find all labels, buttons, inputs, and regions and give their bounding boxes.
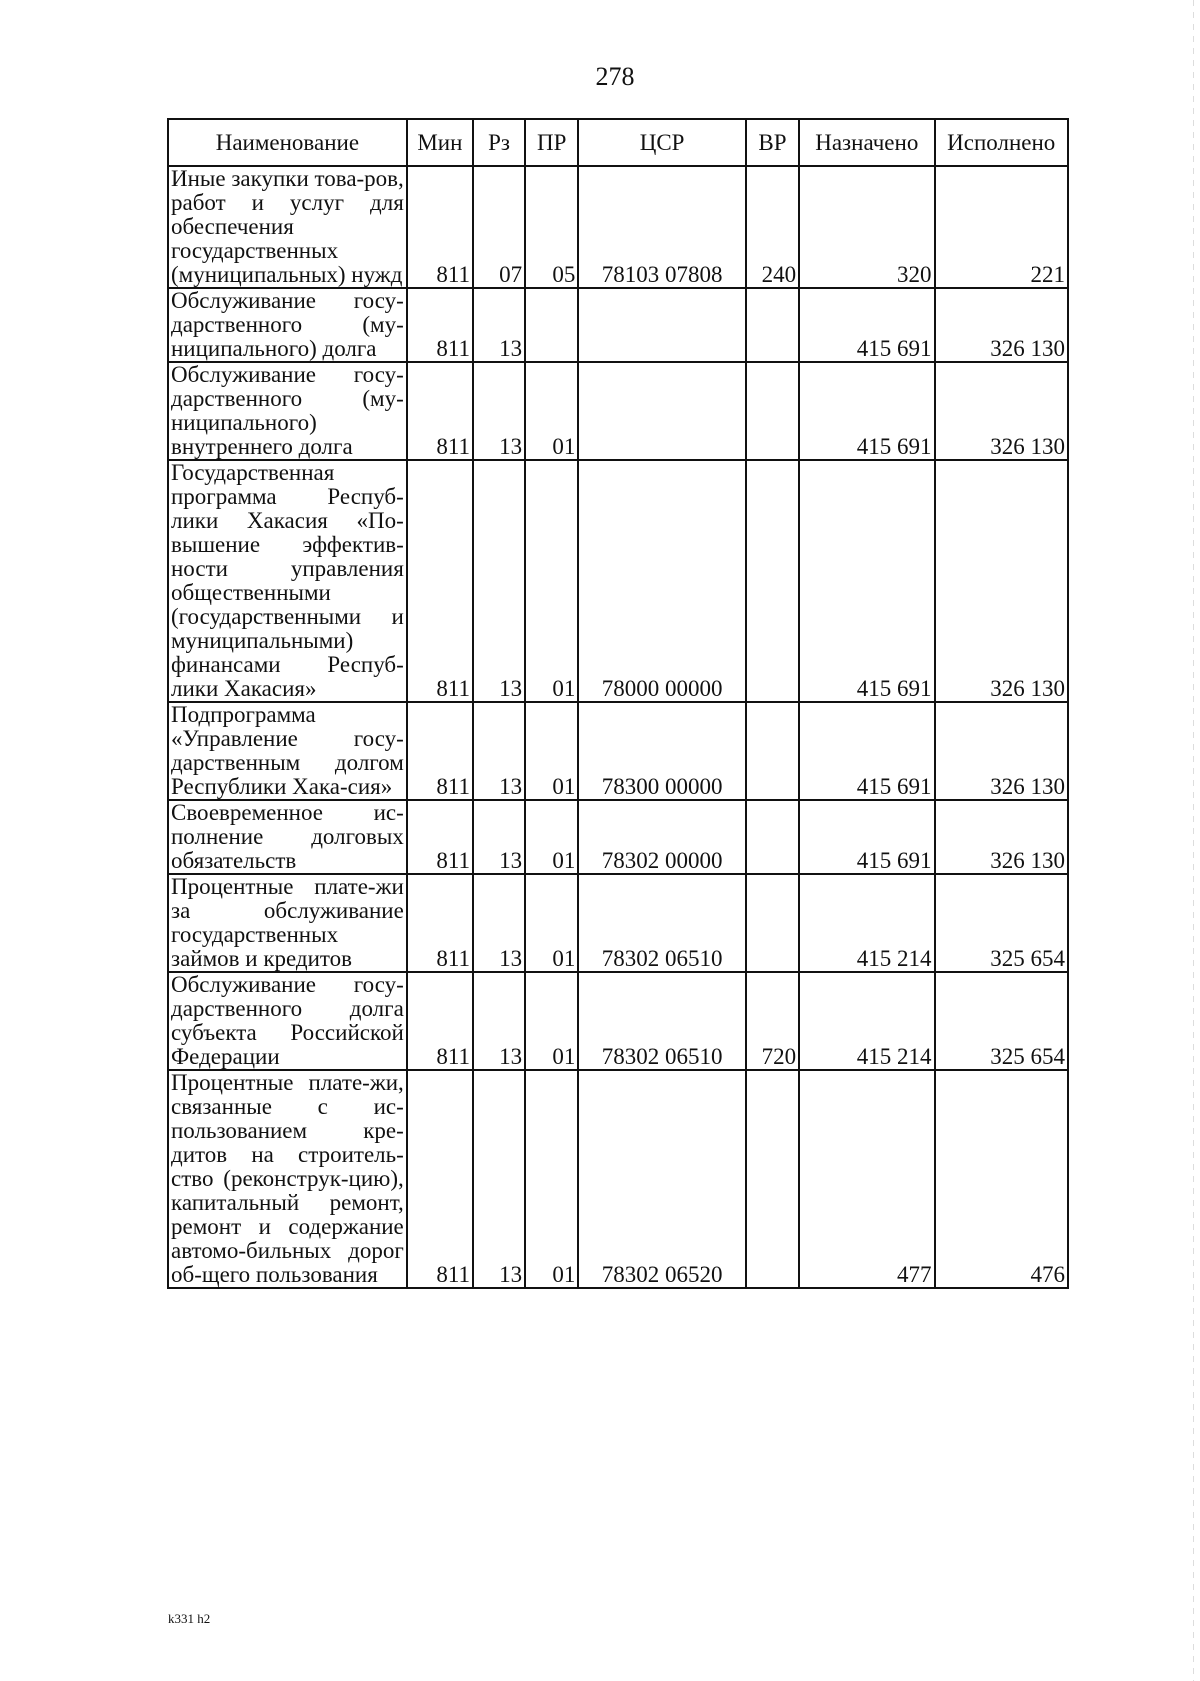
row-vr [746,288,799,362]
row-pr: 01 [525,702,578,800]
row-executed: 326 130 [935,800,1069,874]
header-executed: Исполнено [935,119,1069,166]
row-assigned: 477 [799,1070,934,1288]
row-min: 811 [407,362,473,460]
row-min: 811 [407,460,473,702]
row-name: Обслуживание госу-дарственного (му-ниципального) внутреннего долга [168,362,407,460]
table-row [168,288,1068,362]
header-min: Мин [407,119,473,166]
row-assigned: 415 214 [799,972,934,1070]
table-row [168,702,1068,800]
row-min: 811 [407,166,473,288]
row-csr: 78302 06510 [578,972,746,1070]
row-pr: 01 [525,1070,578,1288]
table-row [168,166,1068,288]
header-assigned: Назначено [799,119,934,166]
row-executed: 326 130 [935,288,1069,362]
row-executed: 326 130 [935,460,1069,702]
row-min: 811 [407,288,473,362]
scan-edge [1193,0,1194,1681]
row-name: Подпрограмма «Управление госу-дарственным долгом Республики Хака-сия» [168,702,407,800]
row-min: 811 [407,800,473,874]
row-pr [525,288,578,362]
row-name: Процентные плате-жи, связанные с ис-пользованием кре-дитов на строитель-ство (реконструк-цию), капитальный ремонт, ремонт и содержание автомо-бильных дорог об-щего пользования [168,1070,407,1288]
row-csr [578,362,746,460]
row-name: Своевременное ис-полнение долговых обязательств [168,800,407,874]
row-name: Обслуживание госу-дарственного долга субъекта Российской Федерации [168,972,407,1070]
row-executed: 476 [935,1070,1069,1288]
row-pr: 01 [525,874,578,972]
row-vr [746,702,799,800]
header-vr: ВР [746,119,799,166]
row-name: Обслуживание госу-дарственного (му-ниципального) долга [168,288,407,362]
header-rz: Рз [473,119,525,166]
row-rz: 13 [473,800,525,874]
row-min: 811 [407,874,473,972]
table-row [168,874,1068,972]
row-csr: 78300 00000 [578,702,746,800]
row-rz: 07 [473,166,525,288]
row-csr: 78000 00000 [578,460,746,702]
row-min: 811 [407,972,473,1070]
table-row [168,460,1068,702]
header-pr: ПР [525,119,578,166]
row-csr: 78103 07808 [578,166,746,288]
page-number: 278 [595,62,635,91]
row-vr: 240 [746,166,799,288]
row-assigned: 320 [799,166,934,288]
row-name: Государственная программа Респуб-лики Хакасия «По-вышение эффектив-ности управления общественными (государственными и муниципальными) финансами Респуб-лики Хакасия» [168,460,407,702]
footer-code: k331 h2 [168,1611,211,1626]
row-rz: 13 [473,1070,525,1288]
row-executed: 326 130 [935,702,1069,800]
row-assigned: 415 691 [799,702,934,800]
row-rz: 13 [473,460,525,702]
row-assigned: 415 691 [799,460,934,702]
row-vr [746,460,799,702]
row-vr [746,1070,799,1288]
header-name: Наименование [168,119,407,166]
row-vr [746,362,799,460]
header-csr: ЦСР [578,119,746,166]
table-row [168,972,1068,1070]
table-header-row [168,119,1068,166]
row-rz: 13 [473,288,525,362]
row-assigned: 415 691 [799,800,934,874]
row-rz: 13 [473,702,525,800]
row-assigned: 415 691 [799,288,934,362]
row-pr: 01 [525,460,578,702]
row-pr: 01 [525,800,578,874]
row-csr: 78302 00000 [578,800,746,874]
row-executed: 221 [935,166,1069,288]
row-name: Иные закупки това-ров, работ и услуг для обеспечения государственных (муниципальных) нужд [168,166,407,288]
row-pr: 01 [525,362,578,460]
row-min: 811 [407,1070,473,1288]
row-csr [578,288,746,362]
row-vr [746,800,799,874]
budget-table [167,118,1069,1289]
row-csr: 78302 06520 [578,1070,746,1288]
row-executed: 325 654 [935,972,1069,1070]
row-csr: 78302 06510 [578,874,746,972]
row-vr [746,874,799,972]
row-executed: 325 654 [935,874,1069,972]
row-rz: 13 [473,874,525,972]
row-assigned: 415 691 [799,362,934,460]
row-rz: 13 [473,972,525,1070]
row-min: 811 [407,702,473,800]
row-pr: 01 [525,972,578,1070]
row-vr: 720 [746,972,799,1070]
row-executed: 326 130 [935,362,1069,460]
row-pr: 05 [525,166,578,288]
table-row [168,800,1068,874]
table-row [168,362,1068,460]
table-row [168,1070,1068,1288]
row-name: Процентные плате-жи за обслуживание государственных займов и кредитов [168,874,407,972]
row-assigned: 415 214 [799,874,934,972]
row-rz: 13 [473,362,525,460]
